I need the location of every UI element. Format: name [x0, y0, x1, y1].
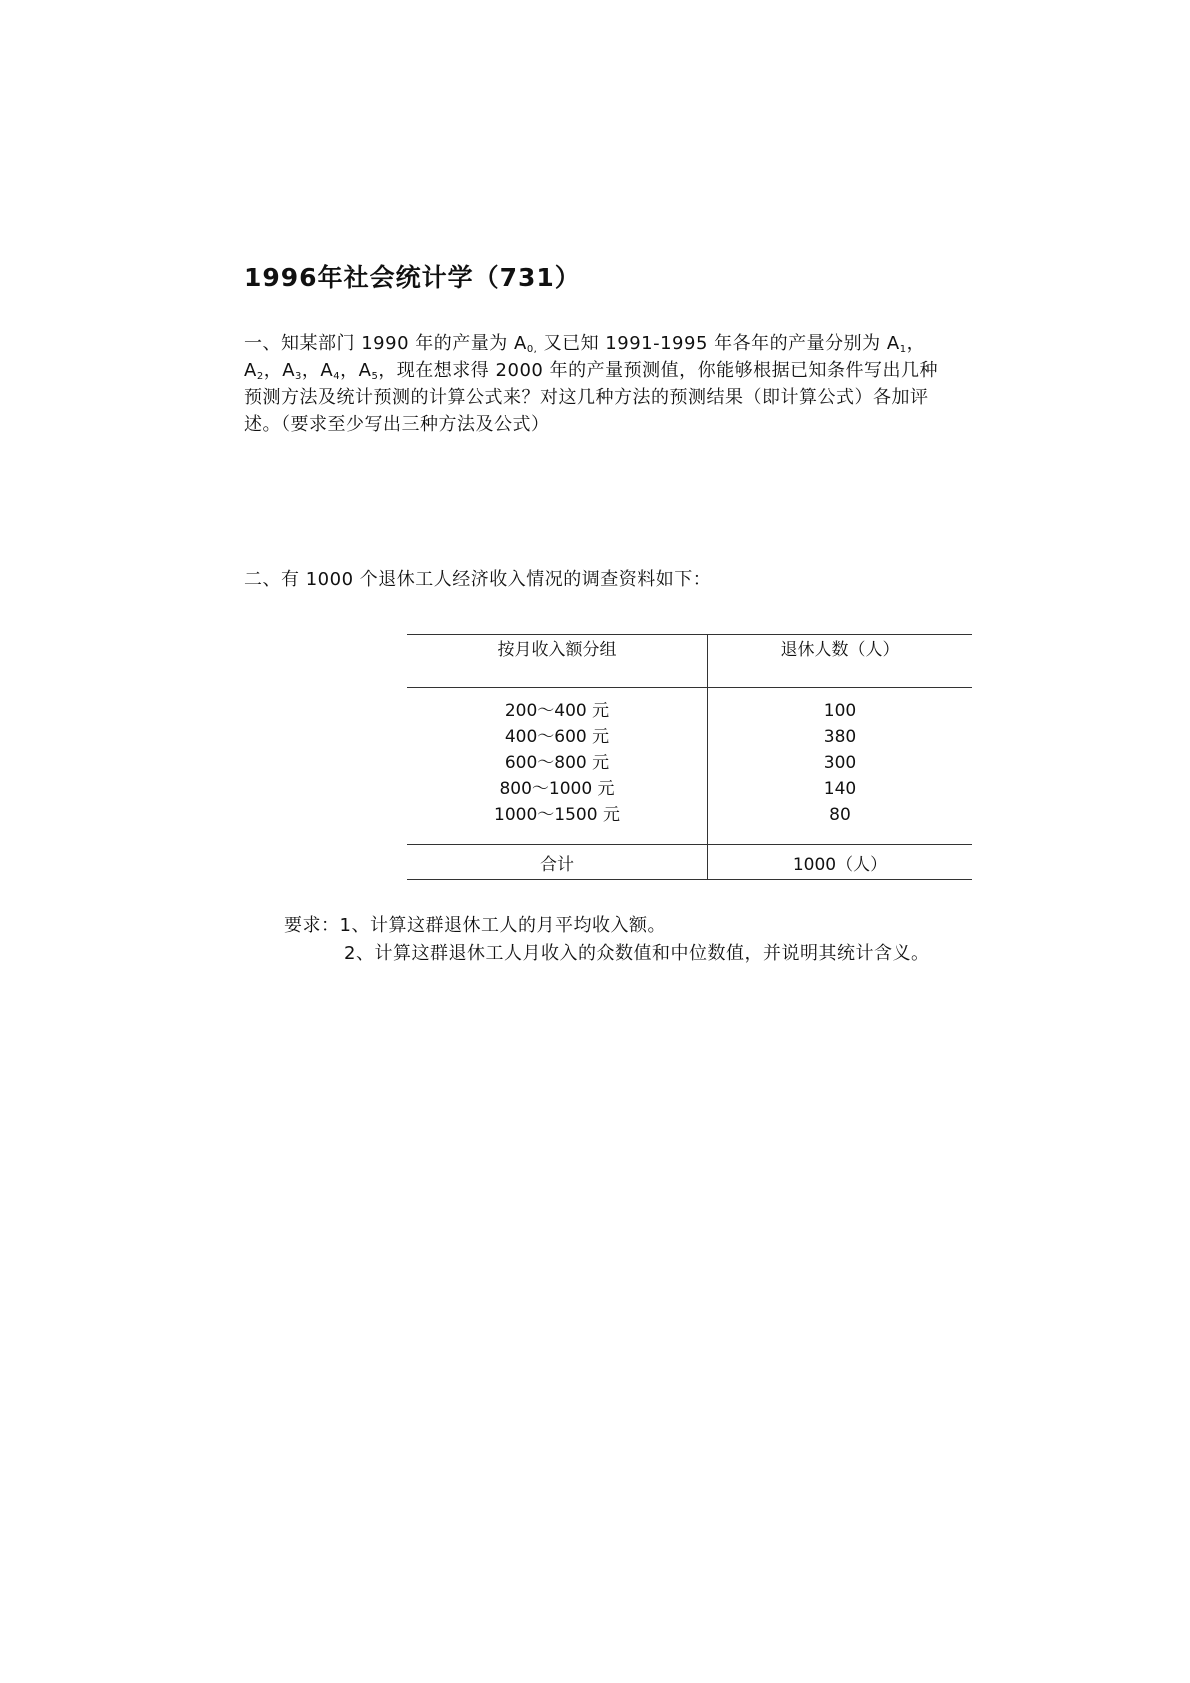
question-1 [244, 330, 949, 438]
question-2-intro: 二、有 1000 个退休工人经济收入情况的调查资料如下： [244, 569, 712, 590]
table-cell: 800～1000 元 [499, 779, 615, 799]
retiree-count-column [708, 688, 973, 845]
table-body-row [407, 688, 972, 845]
total-label: 合计 [407, 845, 708, 880]
symbol-a1: $A_1$ [886, 333, 907, 355]
requirements [244, 912, 949, 968]
table-cell: 1000～1500 元 [494, 805, 620, 825]
header-income-group: 按月收入额分组 [407, 635, 708, 688]
symbol-a2: $A_2$ [244, 360, 264, 382]
income-table [407, 634, 972, 880]
requirement-1: 要求：1、计算这群退休工人的月平均收入额。 [284, 915, 666, 936]
table-cell: 600～800 元 [504, 753, 610, 773]
table-cell: 400～600 元 [504, 727, 610, 747]
symbol-a0: $A_{0,}$ [513, 333, 538, 355]
table-cell: 140 [823, 779, 857, 799]
table-cell: 300 [823, 753, 857, 773]
symbol-a4: $A_4$ [320, 360, 341, 382]
total-value: 1000（人） [708, 845, 973, 880]
symbol-a3: $A_3$ [282, 360, 302, 382]
question-1-text: 一、知某部门 1990 年的产量为 $A_{0,}$ 又已知 1991-1995 年各年的产量分别为 $A_1$，$A_2$，$A_3$，$A_4$，$A_5$，现在想求得 2000 年的产量预测值，你能够根据已知条件写出几种预测方法及统计预测的计算公式来？对这几种方法的预测结果（即计算公式）各加评述。（要求至少写出三种方法及公式） [244, 333, 939, 435]
page-title: 1996年社会统计学（731） [244, 263, 581, 292]
header-retiree-count: 退休人数（人） [708, 635, 973, 688]
table-cell: 200～400 元 [504, 701, 610, 721]
table-cell: 80 [829, 805, 851, 825]
table-total-row [407, 845, 972, 880]
symbol-a5: $A_5$ [358, 360, 379, 382]
income-group-column [407, 688, 708, 845]
table-cell: 100 [823, 701, 857, 721]
table-header-row [407, 635, 972, 688]
requirement-2: 2、计算这群退休工人月收入的众数值和中位数值，并说明其统计含义。 [344, 943, 930, 964]
table-cell: 380 [823, 727, 857, 747]
